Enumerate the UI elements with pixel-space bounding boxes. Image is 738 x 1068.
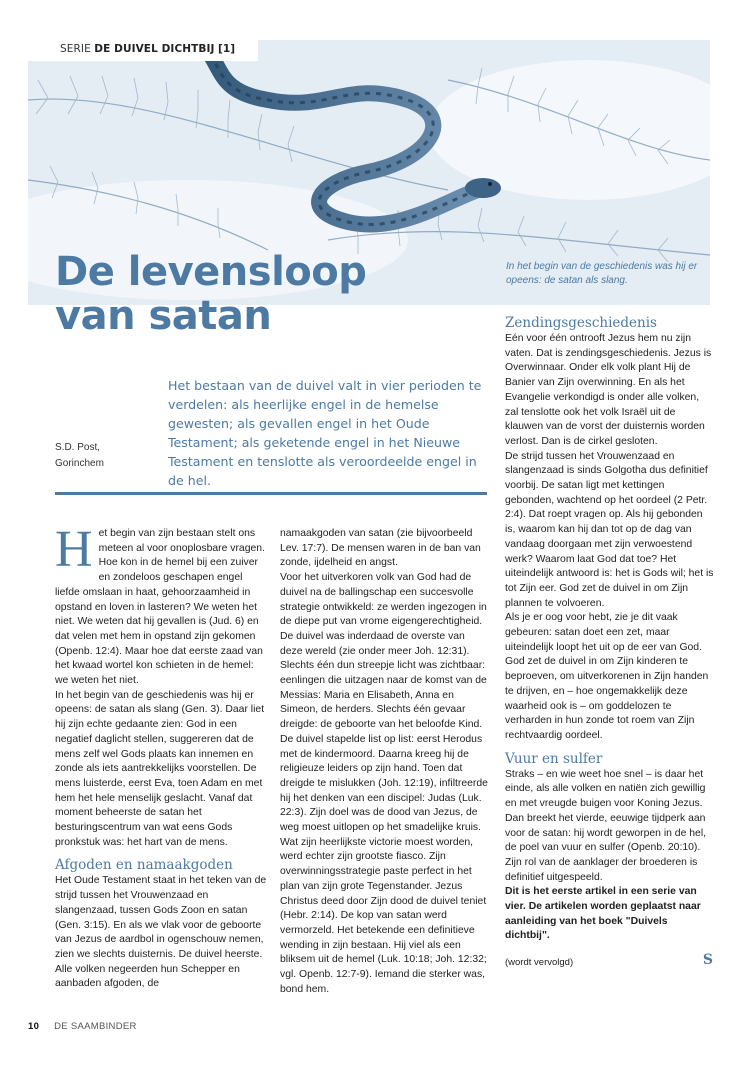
paragraph: Voor het uitverkoren volk van God had de duivel na de ballingschap een succesvolle strategie ontwikkeld: ze werden ingezogen in de diepe put van vrome eigengerechtigheid. De duivel was inderdaad de overste van deze wereld (zie onder meer Joh. 12:31). Slechts één dun streepje licht was zichtbaar: eenlingen die uitzagen naar de komst van de Messias: Maria en Elisabeth, Anna en Simeon, de herders. Slechts één gevaar dreigde: de geboorte van het beloofde Kind. De duivel stapelde list op list: eerst Herodus met de kindermoord. Daarna kreeg hij de religieuze leiders op zijn hand. Toen dat dreigde te mislukken (Joh. 12:19), infiltreerde hij het denken van een discipel: Judas (Luk. 22:3). Zijn doel was de dood van Jezus, de weg moest uitlopen op het smadelijke kruis. Wat zijn heerlijkste victorie moest worden, werd echter zijn grootste fiasco. Zijn overwinningsstrategie paste perfect in het plan van zijn grote Tegenstander. Jezus Christus deed door Zijn dood de duivel teniet (Hebr. 2:14). De kop van satan werd vermorzeld. Het betekende een definitieve wending in zijn bestaan. Hij viel als een bliksem uit de hemel (Luk. 10:18; Joh. 12:32; vgl. Openb. 12:7-9). Iemand die sterker was, bond hem. bbox=[280, 572, 488, 995]
end-mark-icon: S bbox=[702, 952, 713, 969]
series-note: Dit is het eerste artikel in een serie van vier. De artikelen worden geplaatst naar aanleiding van het boek "Duivels dichtbij". bbox=[505, 886, 701, 942]
page-number: 10 bbox=[28, 1021, 40, 1032]
column-1 bbox=[55, 521, 267, 992]
series-prefix: SERIE bbox=[60, 43, 91, 55]
paragraph: Als je er oog voor hebt, zie je dit vaak gebeuren: satan doet een zet, maar uiteindelijk loopt het uit op de eer van God. God zet de duivel in om Zijn kinderen te beproeven, om uitverkorenen in Zijn handen te drijven, en – hoe ongemakkelijk deze waarheid ook is – om goddelozen te verharden in hun zonde tot roem van Zijn rechtvaardig oordeel. bbox=[505, 612, 709, 741]
image-caption: In het begin van de geschiedenis was hij er opeens: de satan als slang. bbox=[506, 261, 698, 286]
page-footer bbox=[28, 1021, 137, 1032]
author-place: Gorinchem bbox=[55, 458, 104, 469]
paragraph: In het begin van de geschiedenis was hij er opeens: de satan als slang (Gen. 3). Daar liet hij zijn echte gedaante zien: God in een negatief daglicht stellen, suggereren dat de mens zelf wel Gods plaats kan innemen en zonde als iets aantrekkelijks voorstellen. De mens luisterde, eerst Eva, toen Adam en met hem het hele menselijk geslacht. Vanaf dat moment beheerste de satan het besturingscentrum van wat eens Gods pronkstuk was: het hart van de mens. bbox=[55, 689, 265, 848]
subheading-afgoden: Afgoden en namaakgoden bbox=[55, 857, 233, 874]
paragraph: namaakgoden van satan (zie bijvoorbeeld Lev. 17:7). De mensen waren in de ban van zonde, ijdelheid en angst. bbox=[280, 528, 481, 569]
paragraph: De strijd tussen het Vrouwenzaad en slangenzaad is sinds Golgotha dus definitief voorbij. De satan ligt met kettingen gebonden, wachtend op het oordeel (2 Petr. 2:4). Dat roept vragen op. Als hij gebonden is, waarom kan hij dan tot op de dag van vandaag doorgaan met zijn verwoestend werk? Waarom laat God dat toe? Het uiteindelijk antwoord is: het is Gods wil; het is tot Zijn eer. God zet de duivel in om Zijn plannen te volvoeren. bbox=[505, 450, 714, 609]
tbc-text: (wordt vervolgd) bbox=[505, 957, 574, 969]
paragraph: Eén voor één ontrooft Jezus hem nu zijn vaten. Dat is zendingsgeschiedenis. Jezus is Overwinnaar. Onder elk volk plant Hij de Banier van Zijn overwinning. En als het Evangelie verkondigd is onder alle volken, zal tenslotte ook het volk Israël uit de klauwen van de vorst der duisternis worden verlost. Dan is de cirkel gesloten. bbox=[505, 333, 712, 447]
subheading-vuur: Vuur en sulfer bbox=[505, 750, 603, 767]
title-line-1: De levensloop bbox=[55, 249, 367, 295]
article-title bbox=[55, 250, 495, 338]
series-number: [1] bbox=[217, 43, 236, 55]
intro-lead: Het bestaan van de duivel valt in vier perioden te verdelen: als heerlijke engel in de hemelse gewesten; als gevallen engel in het Oude Testament; als geketende engel in het Nieuwe Testament en tenslotte als veroordeelde engel in de hel. bbox=[168, 378, 482, 488]
title-line-2: van satan bbox=[55, 293, 272, 339]
magazine-name: DE SAAMBINDER bbox=[54, 1021, 137, 1032]
drop-cap: H bbox=[55, 521, 93, 578]
column-3 bbox=[505, 314, 715, 971]
column-2 bbox=[280, 527, 490, 998]
paragraph: Het Oude Testament staat in het teken van de strijd tussen het Vrouwenzaad en slangenzaad, tussen Gods Zoon en satan (Gen. 3:15). En als we vlak voor de geboorte van Jezus de aardbol in ogenschouw nemen, zien we slechts duisternis. De duivel heerste. Alle volken negeerden hun Schepper en aanbaden afgoden, de bbox=[55, 875, 267, 990]
divider-rule bbox=[55, 492, 487, 495]
paragraph: Straks – en wie weet hoe snel – is daar het einde, als alle volken en natiën zich gewillig en met vreugde buigen voor Koning Jezus. Dan breekt het vierde, eeuwige tijdperk aan voor de satan: hij wordt geworpen in de hel, de poel van vuur en sulfer (Openb. 20:10). Zijn rol van de aanklager der broederen is definitief uitgespeeld. bbox=[505, 768, 707, 883]
to-be-continued bbox=[505, 952, 715, 971]
series-tag bbox=[28, 40, 258, 61]
author-byline bbox=[55, 440, 104, 472]
author-name: S.D. Post, bbox=[55, 442, 101, 453]
paragraph: et begin van zijn bestaan stelt ons meteen al voor onoplosbare vragen. Hoe kon in de hemel bij een zuiver en zondeloos geschapen engel liefde omslaan in haat, gehoorzaamheid in opstand en loven in lasteren? We weten het niet. We weten dat hij gevallen is (Jud. 6) en dat velen met hem in opstand zijn gekomen (Openb. 12:4). Maar hoe dat eerste zaad van het kwaad wortel kon schieten in de hemel: we weten het niet. bbox=[55, 528, 265, 687]
subheading-zending: Zendingsgeschiedenis bbox=[505, 315, 657, 331]
series-name: DE DUIVEL DICHTBIJ bbox=[94, 43, 215, 55]
